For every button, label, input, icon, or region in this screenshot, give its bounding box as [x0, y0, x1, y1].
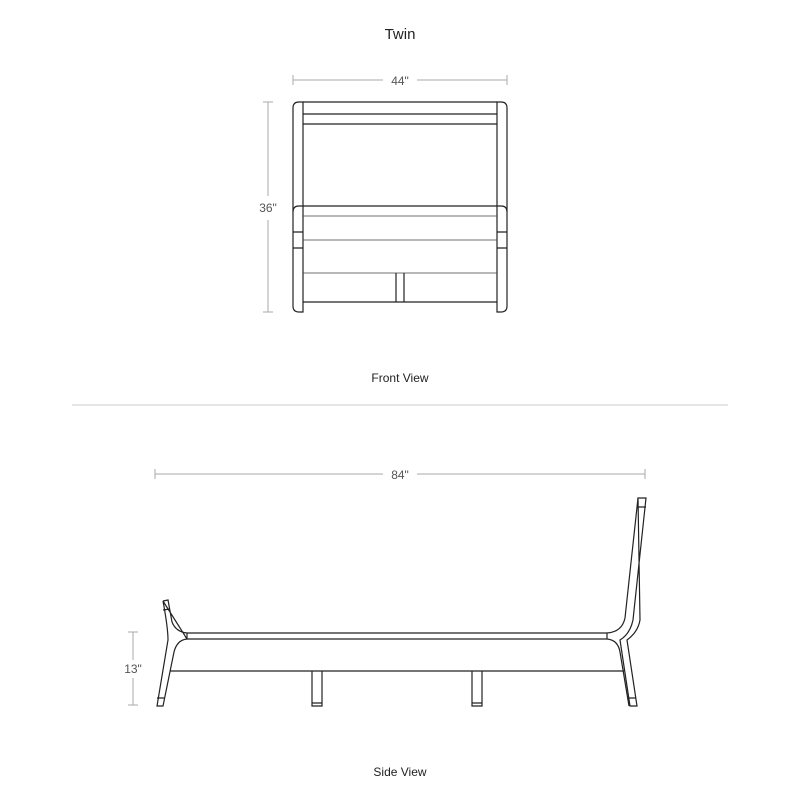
front-view-drawing	[259, 74, 507, 312]
front-view-label: Front View	[371, 371, 429, 385]
side-view-label: Side View	[373, 765, 427, 779]
front-width-dimension	[293, 74, 507, 88]
side-height-dimension	[124, 632, 142, 705]
headboard-front	[293, 102, 507, 312]
size-title: Twin	[384, 26, 416, 43]
footboard-front	[293, 206, 507, 302]
side-length-dimension	[155, 468, 645, 482]
headboard-side	[607, 498, 646, 706]
front-height-label: 36"	[259, 201, 277, 215]
side-rail	[170, 633, 624, 671]
side-view-drawing	[124, 468, 646, 706]
center-legs	[312, 671, 482, 706]
footboard-side	[157, 600, 187, 706]
side-height-label: 13"	[124, 662, 142, 676]
side-length-label: 84"	[391, 468, 409, 482]
front-height-dimension	[259, 102, 277, 312]
front-width-label: 44"	[391, 74, 409, 88]
